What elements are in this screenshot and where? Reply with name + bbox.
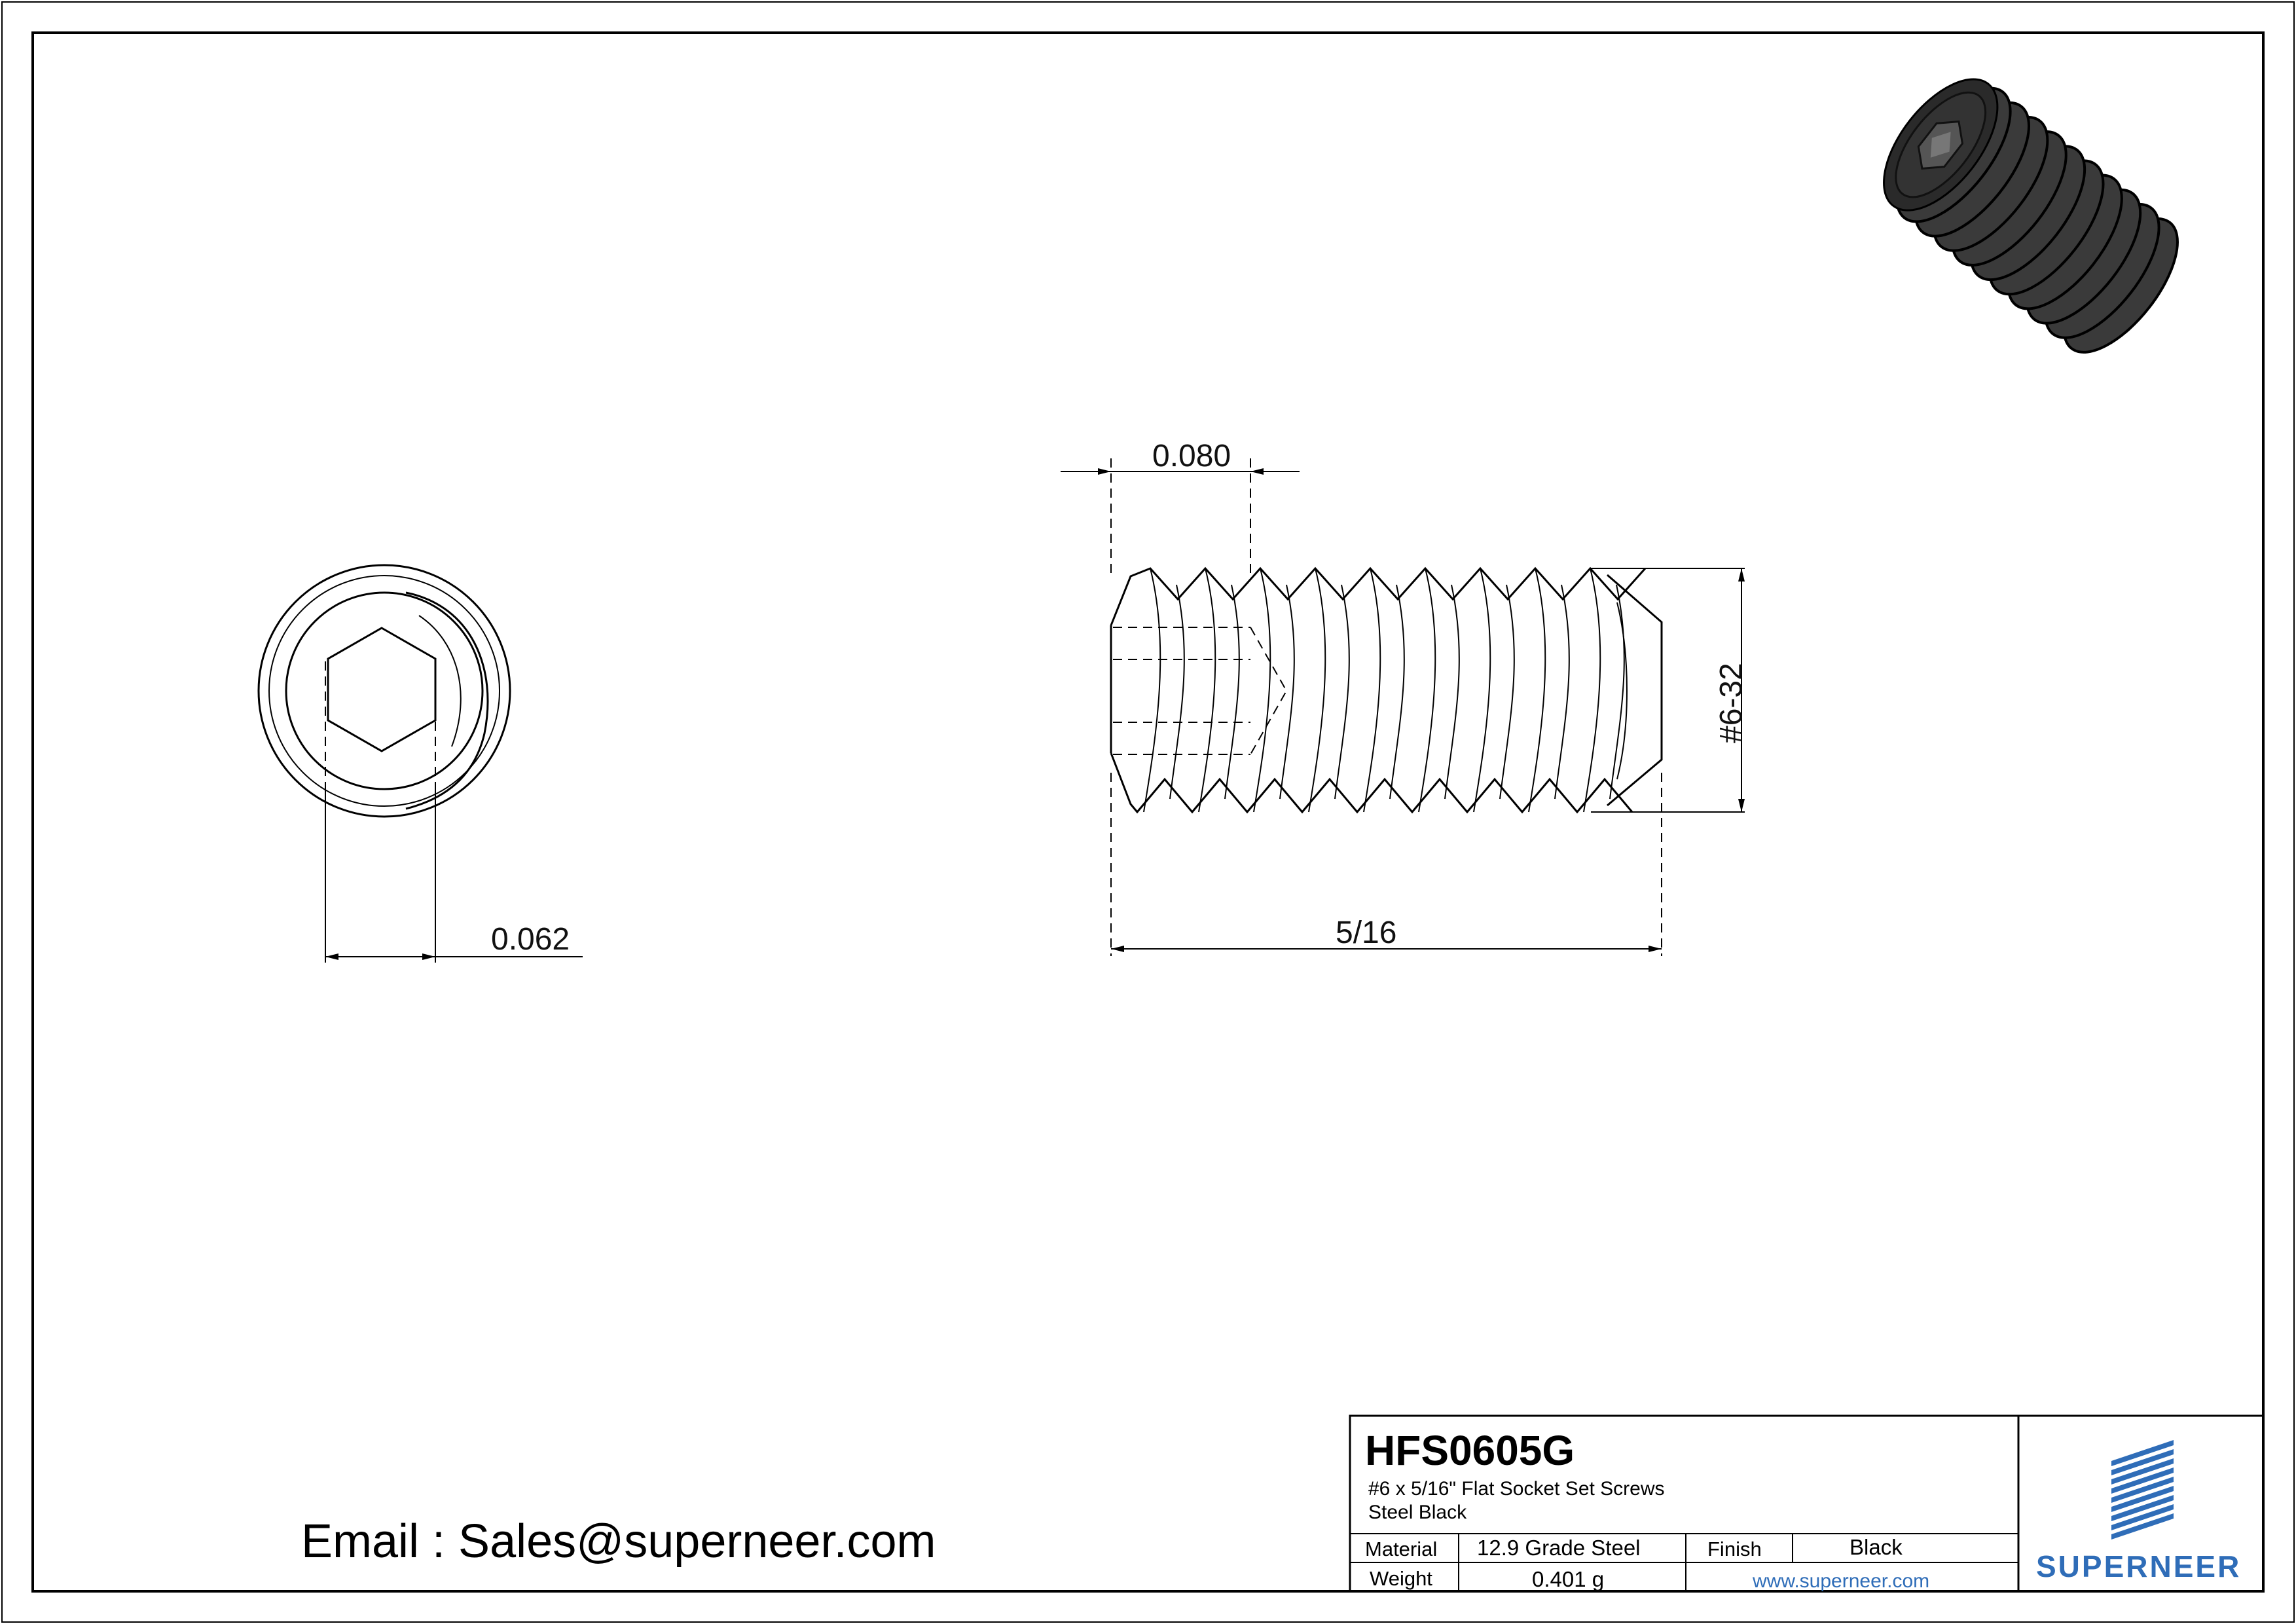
length-dimension: 5/16 — [1336, 915, 1397, 950]
thread-helix — [1500, 585, 1514, 799]
thread-profile — [1111, 568, 1662, 812]
thread-helix — [1390, 585, 1404, 799]
thread-helix — [1280, 585, 1294, 799]
thread-helix — [1170, 585, 1184, 799]
material-value: 12.9 Grade Steel — [1477, 1536, 1641, 1560]
part-number: HFS0605G — [1365, 1427, 1575, 1474]
weight-value: 0.401 g — [1532, 1567, 1605, 1591]
finish-value: Black — [1850, 1535, 1903, 1559]
thread-helix — [1610, 585, 1624, 799]
description-line-1: #6 x 5/16" Flat Socket Set Screws — [1368, 1478, 1665, 1500]
brand-name: SUPERNEER — [2036, 1549, 2242, 1583]
thread-helix — [1225, 585, 1239, 799]
thread-helix — [1364, 568, 1380, 812]
thread-helix — [1474, 568, 1490, 812]
flat-point-end — [1607, 575, 1662, 805]
thread-helix — [1144, 568, 1160, 812]
flat-point-edge — [1617, 602, 1627, 779]
material-label: Material — [1365, 1538, 1438, 1560]
screw-3d-render — [1861, 58, 2198, 371]
thread-helix — [1199, 568, 1215, 812]
finish-label: Finish — [1707, 1538, 1762, 1560]
thread-helix — [1445, 585, 1459, 799]
thread-helix — [1309, 568, 1325, 812]
side-view — [1061, 439, 1749, 956]
weight-label: Weight — [1370, 1567, 1432, 1590]
contact-email: Email : Sales@superneer.com — [301, 1515, 936, 1568]
thread-helix — [1335, 585, 1349, 799]
drawing-frame — [33, 33, 2263, 1591]
end-view — [259, 565, 583, 963]
superneer-logo-icon — [2111, 1440, 2174, 1540]
thread-helix — [1419, 568, 1435, 812]
thread-helix — [1529, 568, 1545, 812]
thread-helix — [1584, 568, 1600, 812]
thread-helix — [1254, 568, 1270, 812]
title-block — [1350, 1416, 2263, 1592]
socket-depth-dimension: 0.080 — [1152, 439, 1231, 473]
socket-size-dimension: 0.062 — [491, 922, 570, 957]
thread-helix — [1555, 585, 1569, 799]
hex-socket — [328, 628, 435, 751]
website-link[interactable]: www.superneer.com — [1753, 1570, 1930, 1592]
thread-dimension: #6-32 — [1714, 663, 1749, 743]
description-line-2: Steel Black — [1368, 1502, 1467, 1523]
